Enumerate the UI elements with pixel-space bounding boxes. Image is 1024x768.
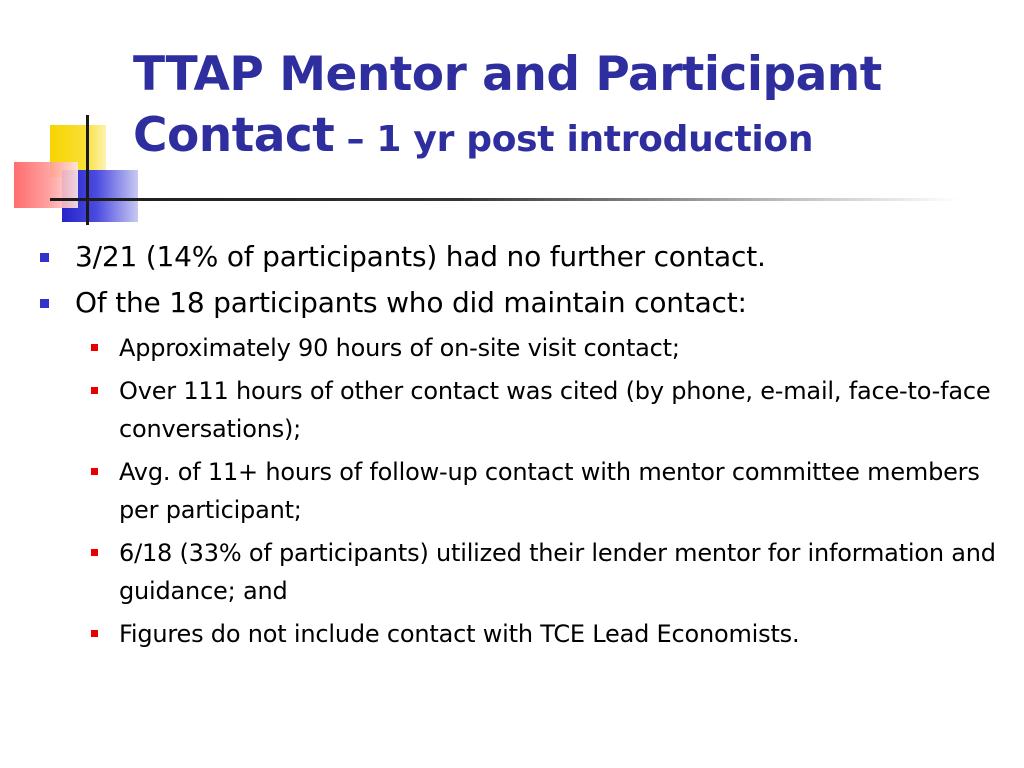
square-bullet-icon <box>91 549 98 556</box>
title-line-1: TTAP Mentor and Participant <box>133 47 882 102</box>
square-bullet-icon <box>40 299 49 308</box>
sub-list-item <box>38 615 1008 653</box>
list-item <box>38 286 1008 320</box>
sub-list-item <box>38 453 1008 529</box>
square-bullet-icon <box>91 344 98 351</box>
list-item <box>38 240 1008 274</box>
sub-list-item-text: Figures do not include contact with TCE Lead Economists. <box>119 620 800 648</box>
square-bullet-icon <box>91 630 98 637</box>
square-bullet-icon <box>40 253 49 262</box>
decorative-red-square <box>14 162 78 208</box>
slide-title <box>133 44 1013 171</box>
list-item-text: Of the 18 participants who did maintain contact: <box>75 286 747 319</box>
sub-list-item-text: Over 111 hours of other contact was cited (by phone, e-mail, face-to-face conversations); <box>119 377 991 443</box>
decorative-vertical-line <box>86 115 89 225</box>
sub-list-item-text: Avg. of 11+ hours of follow-up contact with mentor committee members per participant; <box>119 458 980 524</box>
sub-list-item <box>38 534 1008 610</box>
square-bullet-icon <box>91 387 98 394</box>
bullet-list <box>38 240 1008 658</box>
sub-list-item <box>38 372 1008 448</box>
list-item-text: 3/21 (14% of participants) had no further contact. <box>75 240 766 273</box>
title-underline-divider <box>50 198 960 201</box>
title-line-2-main: Contact <box>133 108 335 163</box>
sub-list-item-text: Approximately 90 hours of on-site visit contact; <box>119 334 680 362</box>
title-line-2-subtitle: – 1 yr post introduction <box>334 119 814 160</box>
sub-list-item-text: 6/18 (33% of participants) utilized their lender mentor for information and guidance; and <box>119 539 996 605</box>
sub-list-item <box>38 329 1008 367</box>
square-bullet-icon <box>91 468 98 475</box>
